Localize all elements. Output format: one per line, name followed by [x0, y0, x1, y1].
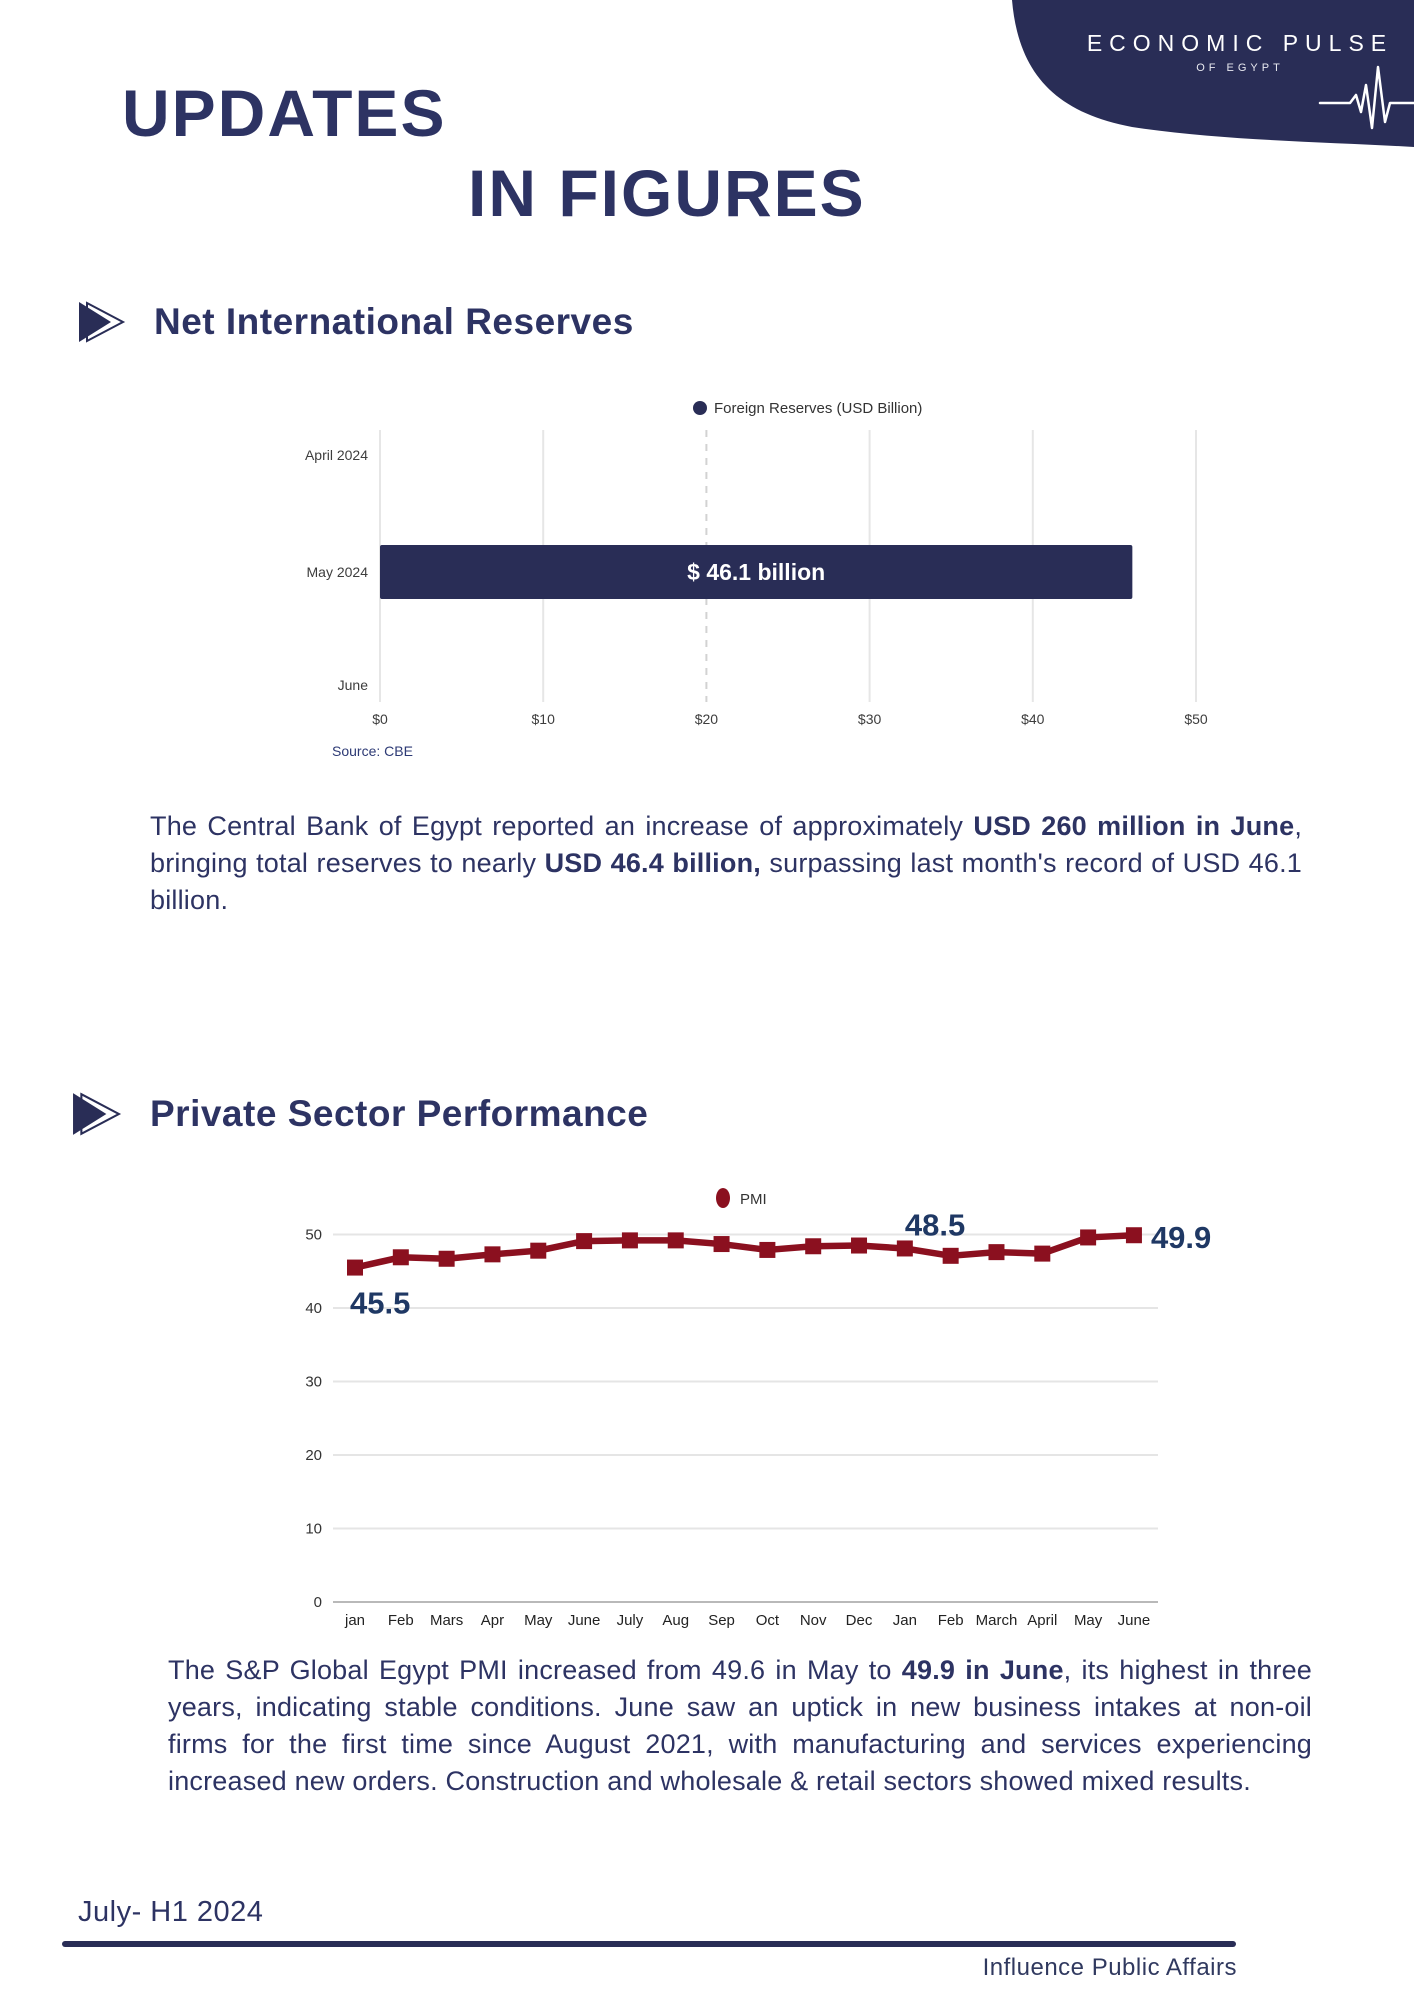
bold-text-run: 49.9 in June [901, 1655, 1064, 1685]
reserves-bar-chart [0, 390, 1414, 770]
x-tick-label: Feb [937, 1612, 964, 1629]
brand-name: ECONOMIC PULSE [1086, 30, 1394, 56]
x-tick-label: April [1027, 1612, 1058, 1629]
bold-text-run: USD 46.4 billion, [544, 847, 761, 878]
y-tick-label: 40 [305, 1300, 322, 1317]
pmi-line [355, 1235, 1134, 1267]
pmi-line-chart [0, 1178, 1414, 1656]
x-tick-label: June [1117, 1612, 1151, 1629]
data-point-marker [393, 1249, 409, 1265]
data-point-marker [988, 1244, 1004, 1260]
data-point-marker [943, 1248, 959, 1264]
data-point-marker [851, 1238, 867, 1254]
data-point-marker [622, 1232, 638, 1248]
x-tick-label: Sep [708, 1612, 735, 1629]
data-point-marker [530, 1243, 546, 1259]
bold-text-run: USD 260 million in June [973, 811, 1295, 841]
x-tick-label: Oct [755, 1612, 780, 1629]
y-tick-label: 50 [305, 1226, 322, 1244]
data-point-marker [1034, 1246, 1050, 1262]
data-point-marker [668, 1232, 684, 1248]
data-annotation: 45.5 [350, 1285, 411, 1321]
section-header-private-sector [72, 1090, 648, 1138]
x-tick-label: $40 [1021, 711, 1045, 727]
data-annotation: 48.5 [904, 1207, 966, 1243]
x-tick-label: May [524, 1612, 553, 1629]
x-tick-label: jan [344, 1612, 366, 1629]
x-tick-label: March [975, 1612, 1018, 1629]
section-title-private-sector: Private Sector Performance [150, 1093, 649, 1134]
footer-date: July- H1 2024 [78, 1896, 264, 1928]
data-point-marker [759, 1242, 775, 1258]
reserves-paragraph [150, 808, 1302, 919]
data-point-marker [805, 1238, 821, 1254]
footer-credit: Influence Public Affairs [982, 1954, 1237, 1981]
data-point-marker [484, 1246, 500, 1262]
x-tick-label: Mars [429, 1612, 464, 1629]
legend-label: Foreign Reserves (USD Billion) [714, 400, 923, 417]
data-point-marker [576, 1233, 592, 1249]
x-tick-label: May [1073, 1612, 1103, 1629]
x-tick-label: July [616, 1612, 644, 1629]
data-point-marker [714, 1236, 730, 1252]
legend-dot [693, 401, 707, 415]
y-tick-label: 20 [305, 1447, 322, 1464]
x-tick-label: Jan [892, 1612, 917, 1629]
text-run: The S&P Global Egypt PMI increased from 49.6 in May to [168, 1655, 902, 1685]
y-tick-label: 0 [313, 1594, 322, 1611]
x-tick-label: $50 [1184, 711, 1208, 727]
legend-dot [716, 1188, 730, 1208]
arrow-icon [78, 300, 126, 344]
data-point-marker [897, 1240, 913, 1256]
brand-subtitle: OF EGYPT [1196, 62, 1284, 74]
x-tick-label: Feb [387, 1612, 414, 1629]
text-run: , its highest in three years, indicating stable conditions. June saw an uptick in new business intakes at non-oil firms for the first time since August 2021, with manufacturing and services experiencing increased new orders. Construction and wholesale & retail sectors showed mixed results. [168, 1655, 1313, 1796]
x-tick-label: $30 [857, 711, 882, 727]
data-annotation: 49.9 [1150, 1220, 1212, 1256]
x-tick-label: $0 [372, 711, 388, 727]
category-label: May 2024 [306, 564, 368, 580]
x-tick-label: Nov [799, 1612, 827, 1629]
text-run: surpassing last month's record of USD 46.1 billion. [150, 847, 1303, 915]
data-point-marker [347, 1260, 363, 1276]
data-point-marker [439, 1251, 455, 1267]
chart-source: Source: CBE [332, 743, 413, 759]
x-tick-label: $20 [694, 711, 719, 727]
footer-divider [62, 1941, 1236, 1947]
page-title-line1: UPDATES [122, 76, 447, 150]
bar-value-label: $ 46.1 billion [687, 559, 826, 585]
text-run: , bringing total reserves to nearly [150, 811, 1303, 878]
page-title-line2: IN FIGURES [468, 156, 866, 230]
legend-label: PMI [740, 1191, 767, 1208]
x-tick-label: June [567, 1612, 601, 1629]
y-tick-label: 30 [305, 1373, 322, 1391]
pmi-paragraph [168, 1652, 1312, 1800]
y-tick-label: 10 [305, 1520, 322, 1538]
arrow-icon [72, 1090, 122, 1138]
category-label: June [337, 677, 368, 693]
x-tick-label: Aug [662, 1612, 690, 1629]
x-tick-label: $10 [531, 711, 555, 727]
data-point-marker [1080, 1229, 1096, 1245]
section-title-reserves: Net International Reserves [154, 301, 634, 342]
x-tick-label: Dec [845, 1612, 873, 1629]
x-tick-label: Apr [480, 1612, 505, 1629]
data-point-marker [1126, 1227, 1142, 1243]
section-header-reserves [78, 300, 634, 344]
text-run: The Central Bank of Egypt reported an increase of approximately [150, 811, 974, 841]
category-label: April 2024 [304, 447, 368, 463]
